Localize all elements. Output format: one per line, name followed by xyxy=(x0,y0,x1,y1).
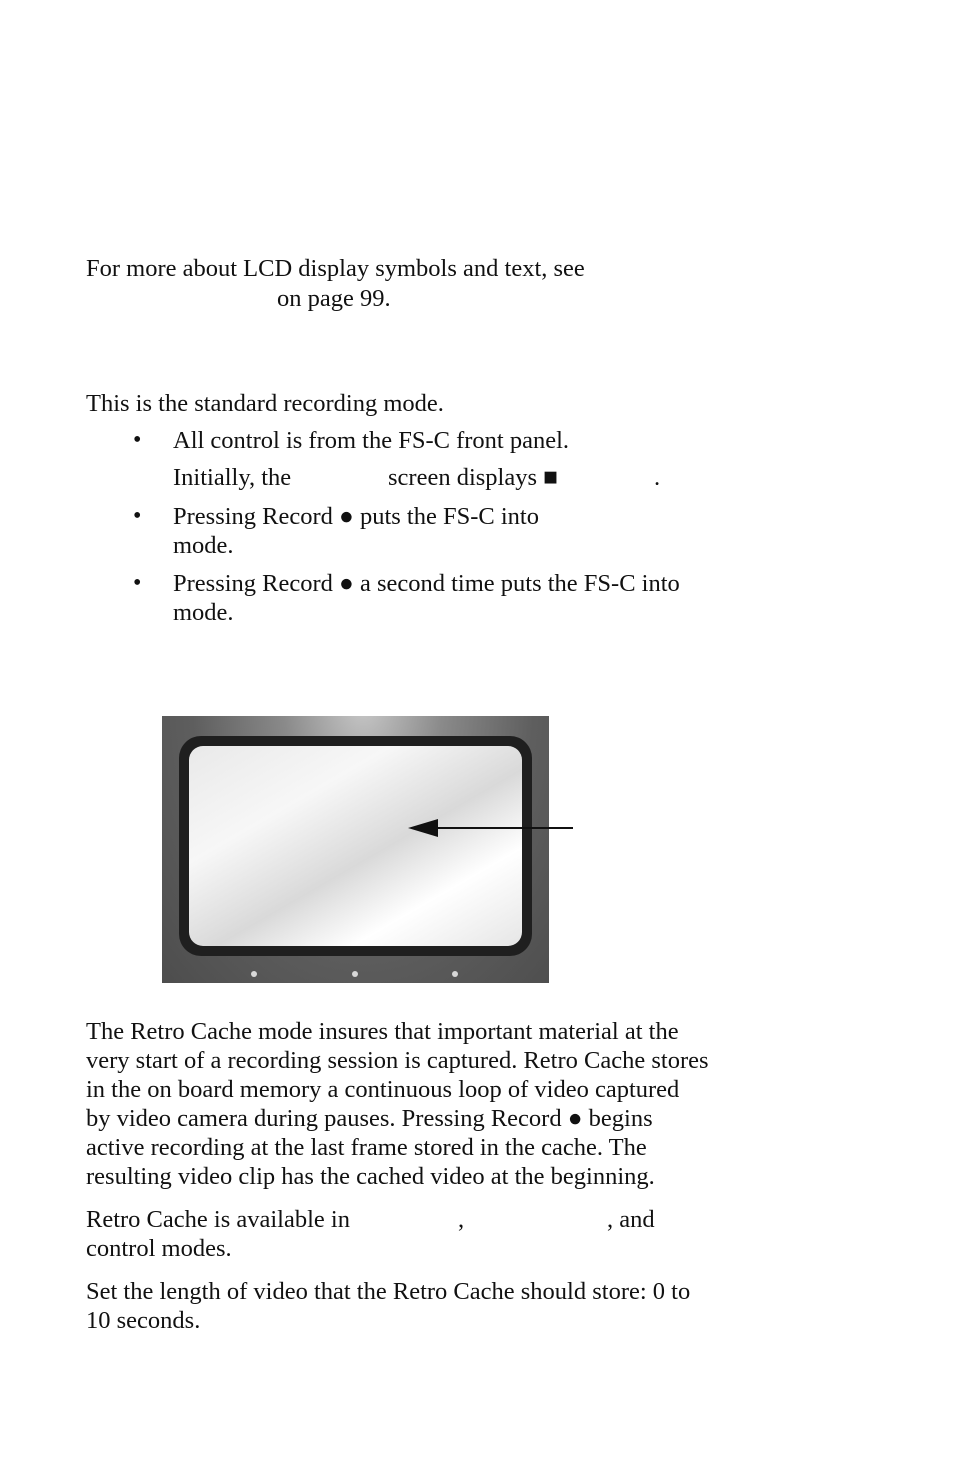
bullet-1-sub-part1: Initially, the xyxy=(173,464,292,491)
retro-cache-p2-part3: , and xyxy=(607,1206,655,1233)
bullet-1-text: All control is from the FS-C front panel. xyxy=(173,427,570,454)
lcd-screen xyxy=(189,746,522,946)
retro-cache-p3-line-2: 10 seconds. xyxy=(86,1307,201,1334)
standard-mode-description: This is the standard recording mode. xyxy=(86,390,444,417)
retro-cache-p1-line-2: very start of a recording session is captured. Retro Cache stores xyxy=(86,1047,709,1074)
bullet-marker: • xyxy=(133,503,142,529)
retro-cache-p1-line-6: resulting video clip has the cached video at the beginning. xyxy=(86,1163,655,1190)
bullet-3-line-1: Pressing Record ● a second time puts the FS-C into xyxy=(173,570,680,597)
callout-arrow-line xyxy=(432,827,573,829)
retro-cache-p2-part1: Retro Cache is available in xyxy=(86,1206,350,1233)
intro-line-1: For more about LCD display symbols and text, see xyxy=(86,255,585,282)
bullet-2-line-2: mode. xyxy=(173,532,234,559)
retro-cache-p2-part2: , xyxy=(458,1206,465,1233)
bullet-marker: • xyxy=(133,570,142,596)
retro-cache-p1-line-1: The Retro Cache mode insures that important material at the xyxy=(86,1018,679,1045)
retro-cache-p2-line-2: control modes. xyxy=(86,1235,232,1262)
bullet-1-sub-part2: screen displays ■ xyxy=(388,464,558,491)
retro-cache-p3-line-1: Set the length of video that the Retro Cache should store: 0 to xyxy=(86,1278,691,1305)
retro-cache-p1-line-4: by video camera during pauses. Pressing Record ● begins xyxy=(86,1105,653,1132)
lcd-indicator-dot xyxy=(251,971,257,977)
lcd-display-illustration xyxy=(162,716,549,983)
bullet-3-line-2: mode. xyxy=(173,599,234,626)
callout-arrow-head xyxy=(408,819,438,837)
bullet-marker: • xyxy=(133,427,142,453)
bullet-1-sub-part3: . xyxy=(654,464,661,491)
retro-cache-p1-line-5: active recording at the last frame stored in the cache. The xyxy=(86,1134,647,1161)
bullet-2-line-1: Pressing Record ● puts the FS-C into xyxy=(173,503,539,530)
lcd-indicator-dot xyxy=(452,971,458,977)
lcd-indicator-dot xyxy=(352,971,358,977)
retro-cache-p1-line-3: in the on board memory a continuous loop of video captured xyxy=(86,1076,680,1103)
intro-page-reference: on page 99. xyxy=(277,285,391,312)
lcd-bezel xyxy=(179,736,532,956)
